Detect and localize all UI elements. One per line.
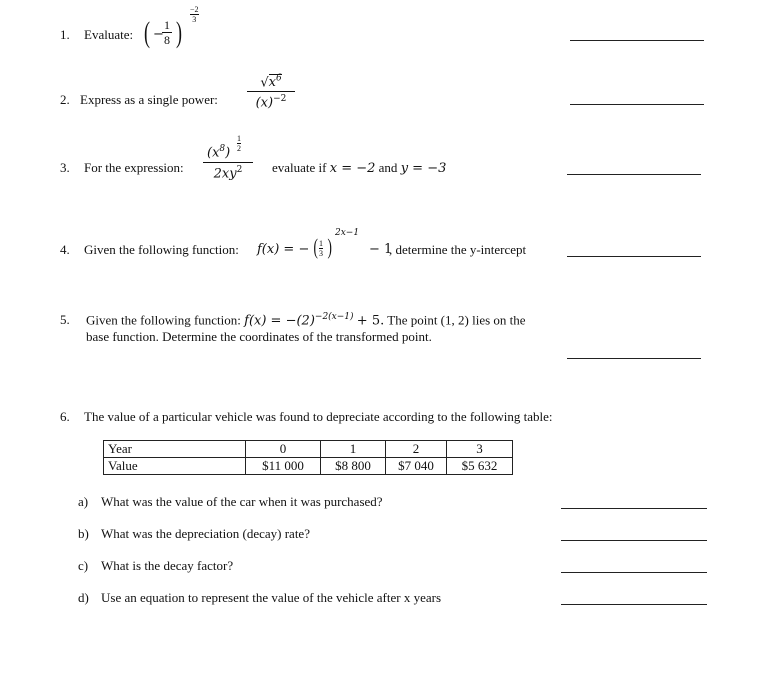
table-cell: $8 800: [321, 458, 386, 475]
q3-numerator-base: $(x^8)$: [207, 144, 231, 161]
q4-lhs: f(x) = −: [257, 242, 310, 257]
q4-right-paren: ): [327, 234, 332, 259]
q1-fraction-denominator: 8: [164, 33, 170, 47]
table-cell-value-label: Value: [104, 458, 246, 475]
table-row-value: [104, 458, 513, 475]
q1-fraction-numerator: 1: [164, 18, 170, 32]
q5-line2: base function. Determine the coordinates of the transformed point.: [86, 329, 432, 344]
q3-answer-line[interactable]: [567, 174, 701, 175]
q6c-text: What is the decay factor?: [101, 558, 234, 573]
q6c-letter: c): [78, 558, 89, 573]
q4-exponent: 2x−1: [335, 228, 360, 238]
table-cell: 1: [321, 441, 386, 458]
table-cell: 0: [246, 441, 321, 458]
q1-exponent-denominator: 3: [192, 15, 197, 24]
q6a-text: What was the value of the car when it was purchased?: [101, 494, 383, 509]
q4-prompt: Given the following function:: [84, 242, 239, 257]
q3-prompt: For the expression:: [84, 160, 184, 175]
q4-tail: − 1: [369, 242, 393, 257]
q1-exponent-numerator: −2: [190, 5, 199, 14]
table-cell: 2: [386, 441, 447, 458]
q6a-letter: a): [78, 494, 89, 509]
q1-minus: −: [153, 27, 164, 42]
table-cell: $5 632: [447, 458, 513, 475]
q1-right-paren: ): [176, 16, 182, 49]
q2-radicand: $x^6$: [268, 74, 282, 91]
q5-answer-line[interactable]: [567, 358, 701, 359]
q4-answer-line[interactable]: [567, 256, 701, 257]
table-row-year: [104, 441, 513, 458]
q1-prompt: Evaluate:: [84, 27, 134, 42]
q1-fraction: [162, 18, 172, 48]
q4-fraction: 1 3: [319, 239, 323, 258]
q6b-text: What was the depreciation (decay) rate?: [101, 526, 310, 541]
table-cell: 3: [447, 441, 513, 458]
depreciation-table: [103, 440, 513, 475]
q3-condition: evaluate if x = −2 and y = −3: [272, 160, 447, 176]
q4-suffix: , determine the y-intercept: [389, 242, 527, 257]
q6-number: 6.: [60, 409, 70, 424]
table-cell-year-label: Year: [104, 441, 246, 458]
q1-answer-line[interactable]: [570, 40, 704, 41]
q2-denominator: $(x)^{-2}$: [255, 94, 287, 111]
q2-numerator: [247, 74, 295, 92]
q1-number: 1.: [60, 27, 70, 42]
q4-number: 4.: [60, 242, 70, 257]
q6b-answer-line[interactable]: [561, 540, 707, 541]
q2-number: 2.: [60, 92, 70, 107]
q6-prompt: The value of a particular vehicle was found to depreciate according to the following table:: [84, 409, 553, 424]
q3-numerator-exponent: 1 2: [237, 134, 241, 153]
q3-numerator: [203, 133, 253, 163]
q2-prompt: Express as a single power:: [80, 92, 218, 107]
q4-expression: [257, 228, 397, 262]
q1-left-paren: (: [144, 16, 150, 49]
q6d-letter: d): [78, 590, 89, 605]
q6b-letter: b): [78, 526, 89, 541]
q2-answer-line[interactable]: [570, 104, 704, 105]
q4-left-paren: (: [313, 234, 318, 259]
q3-denominator: $2xy^2$: [213, 165, 243, 182]
q2-expression: [247, 74, 295, 111]
q1-exponent: [190, 5, 199, 24]
q5-line1: Given the following function: $f(x) = -(2)^{-2(x-1)} + 5$. The point (1, 2) lies on the: [86, 312, 526, 329]
table-cell: $11 000: [246, 458, 321, 475]
q5-number: 5.: [60, 312, 70, 327]
sqrt-icon: √: [260, 75, 269, 91]
q6d-answer-line[interactable]: [561, 604, 707, 605]
q6c-answer-line[interactable]: [561, 572, 707, 573]
table-cell: $7 040: [386, 458, 447, 475]
q6d-text: Use an equation to represent the value of the vehicle after x years: [101, 590, 442, 605]
q3-number: 3.: [60, 160, 70, 175]
q3-expression: [203, 133, 253, 181]
q6a-answer-line[interactable]: [561, 508, 707, 509]
